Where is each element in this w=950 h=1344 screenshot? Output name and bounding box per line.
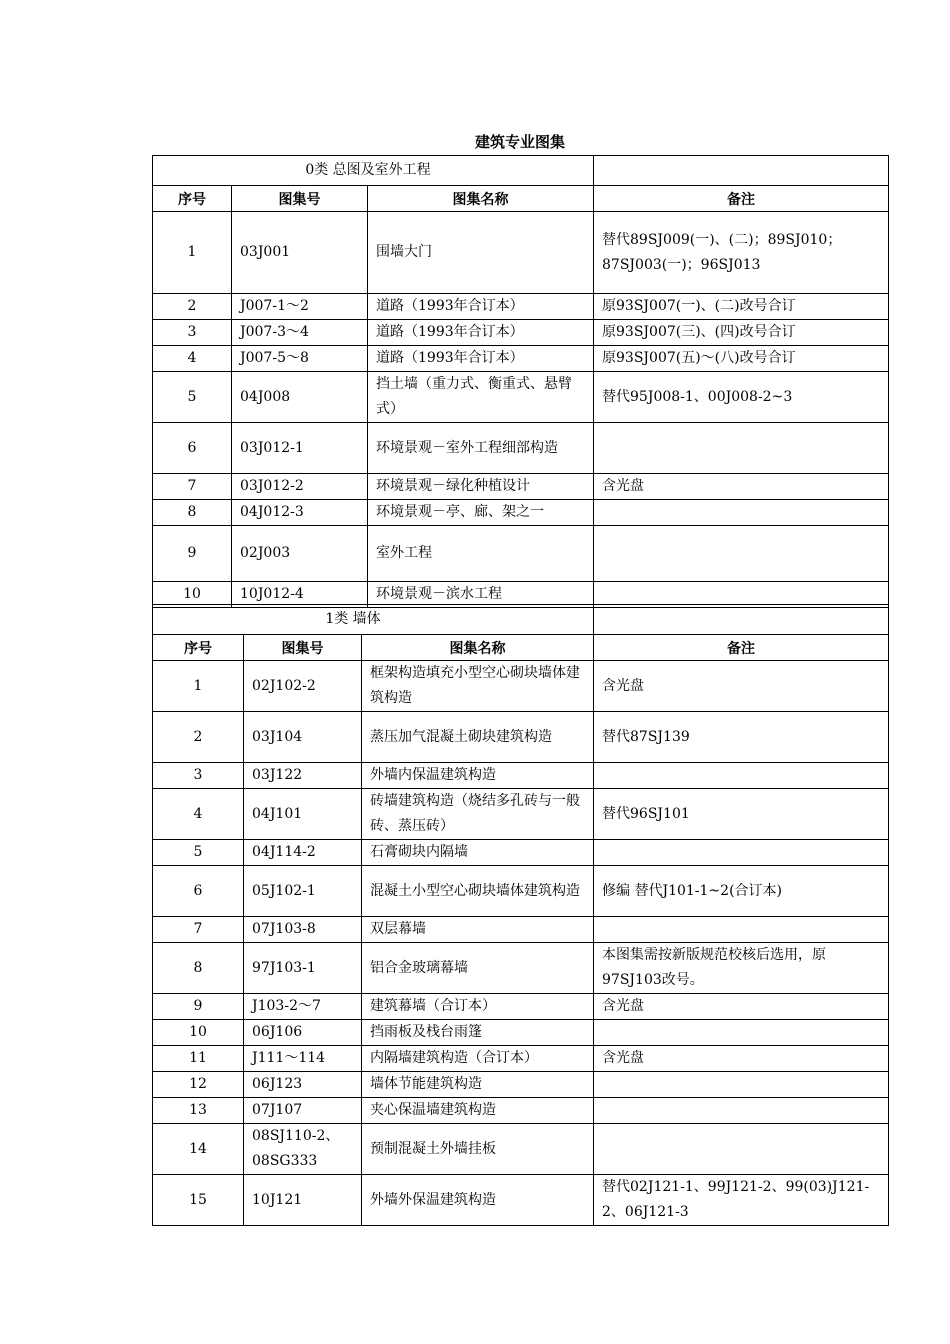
row-note	[594, 526, 889, 582]
row-code: 06J106	[244, 1020, 362, 1046]
row-code: J007-5～8	[232, 346, 368, 372]
table-row	[153, 500, 889, 526]
table-row	[153, 763, 889, 789]
table-row	[153, 661, 889, 712]
row-name: 双层幕墙	[362, 917, 594, 943]
row-no: 15	[153, 1175, 244, 1226]
row-code: 06J123	[244, 1072, 362, 1098]
row-no: 6	[153, 423, 232, 474]
row-name: 内隔墙建筑构造（合订本）	[362, 1046, 594, 1072]
row-no: 5	[153, 840, 244, 866]
section-0-empty-cell	[594, 156, 889, 186]
row-note: 替代95J008-1、00J008-2~3	[594, 372, 889, 423]
row-code: 04J114-2	[244, 840, 362, 866]
header-note: 备注	[594, 186, 889, 212]
row-code: 03J012-1	[232, 423, 368, 474]
row-note: 替代96SJ101	[594, 789, 889, 840]
section-1-table	[152, 604, 889, 1226]
row-code: 02J102-2	[244, 661, 362, 712]
row-note: 原93SJ007(一)、(二)改号合订	[594, 294, 889, 320]
row-name: 环境景观－亭、廊、架之一	[368, 500, 594, 526]
row-no: 2	[153, 294, 232, 320]
row-note: 含光盘	[594, 1046, 889, 1072]
table-row	[153, 346, 889, 372]
row-no: 3	[153, 320, 232, 346]
row-note: 本图集需按新版规范校核后选用，原97SJ103改号。	[594, 943, 889, 994]
row-note	[594, 423, 889, 474]
row-no: 4	[153, 346, 232, 372]
row-name: 环境景观－滨水工程	[368, 582, 594, 608]
page-title: 建筑专业图集	[474, 133, 565, 151]
row-code: J007-1～2	[232, 294, 368, 320]
row-note: 含光盘	[594, 661, 889, 712]
table-row	[153, 320, 889, 346]
row-code: 10J012-4	[232, 582, 368, 608]
row-no: 4	[153, 789, 244, 840]
row-no: 12	[153, 1072, 244, 1098]
row-no: 8	[153, 943, 244, 994]
section-1-empty-cell	[594, 605, 889, 635]
row-name: 室外工程	[368, 526, 594, 582]
row-name: 环境景观－室外工程细部构造	[368, 423, 594, 474]
table-row	[153, 1124, 889, 1175]
row-code: J007-3～4	[232, 320, 368, 346]
row-name: 预制混凝土外墙挂板	[362, 1124, 594, 1175]
row-note	[594, 1124, 889, 1175]
row-note: 原93SJ007(三)、(四)改号合订	[594, 320, 889, 346]
header-no: 序号	[153, 635, 244, 661]
header-no: 序号	[153, 186, 232, 212]
row-code: 97J103-1	[244, 943, 362, 994]
row-no: 7	[153, 917, 244, 943]
row-code: 05J102-1	[244, 866, 362, 917]
row-note: 原93SJ007(五)～(八)改号合订	[594, 346, 889, 372]
table-row	[153, 917, 889, 943]
section-1-label: 1类 墙体	[325, 611, 381, 627]
row-note	[594, 917, 889, 943]
header-code: 图集号	[232, 186, 368, 212]
table-row	[153, 372, 889, 423]
row-name: 外墙内保温建筑构造	[362, 763, 594, 789]
row-note: 替代89SJ009(一)、(二)；89SJ010；87SJ003(一)；96SJ013	[594, 212, 889, 294]
row-code: 10J121	[244, 1175, 362, 1226]
table-row	[153, 526, 889, 582]
row-name: 框架构造填充小型空心砌块墙体建筑构造	[362, 661, 594, 712]
header-note: 备注	[594, 635, 889, 661]
row-code: 04J101	[244, 789, 362, 840]
row-name: 铝合金玻璃幕墙	[362, 943, 594, 994]
table-row	[153, 1020, 889, 1046]
section-0-label: 0类 总图及室外工程	[305, 162, 431, 178]
row-no: 6	[153, 866, 244, 917]
row-code: 07J103-8	[244, 917, 362, 943]
table-row	[153, 1175, 889, 1226]
row-no: 8	[153, 500, 232, 526]
header-name: 图集名称	[368, 186, 594, 212]
row-note	[594, 1098, 889, 1124]
section-0-table	[152, 155, 889, 608]
row-no: 9	[153, 994, 244, 1020]
row-note: 替代87SJ139	[594, 712, 889, 763]
row-name: 外墙外保温建筑构造	[362, 1175, 594, 1226]
table-row	[153, 1072, 889, 1098]
row-no: 3	[153, 763, 244, 789]
row-no: 1	[153, 212, 232, 294]
row-name: 环境景观－绿化种植设计	[368, 474, 594, 500]
row-note: 含光盘	[594, 994, 889, 1020]
table-row	[153, 212, 889, 294]
row-note	[594, 1072, 889, 1098]
row-name: 挡雨板及栈台雨篷	[362, 1020, 594, 1046]
row-no: 10	[153, 1020, 244, 1046]
table-row	[153, 712, 889, 763]
row-name: 道路（1993年合订本）	[368, 346, 594, 372]
row-note	[594, 763, 889, 789]
table-row	[153, 474, 889, 500]
row-name: 夹心保温墙建筑构造	[362, 1098, 594, 1124]
row-no: 10	[153, 582, 232, 608]
row-note	[594, 1020, 889, 1046]
row-note	[594, 840, 889, 866]
row-name: 围墙大门	[368, 212, 594, 294]
table-row	[153, 294, 889, 320]
row-code: J103-2～7	[244, 994, 362, 1020]
table-row	[153, 1046, 889, 1072]
row-no: 9	[153, 526, 232, 582]
row-note: 替代02J121-1、99J121-2、99(03)J121-2、06J121-3	[594, 1175, 889, 1226]
row-code: 02J003	[232, 526, 368, 582]
row-code: 03J122	[244, 763, 362, 789]
header-code: 图集号	[244, 635, 362, 661]
row-no: 1	[153, 661, 244, 712]
row-code: 08SJ110-2、08SG333	[244, 1124, 362, 1175]
row-no: 5	[153, 372, 232, 423]
section-1-label-cell	[153, 605, 594, 635]
row-note	[594, 500, 889, 526]
row-note: 修编 替代J101-1~2(合订本)	[594, 866, 889, 917]
row-code: 04J008	[232, 372, 368, 423]
table-row	[153, 866, 889, 917]
table-row	[153, 994, 889, 1020]
row-no: 11	[153, 1046, 244, 1072]
row-no: 14	[153, 1124, 244, 1175]
header-name: 图集名称	[362, 635, 594, 661]
table-row	[153, 840, 889, 866]
table-row	[153, 943, 889, 994]
row-code: 03J012-2	[232, 474, 368, 500]
row-no: 2	[153, 712, 244, 763]
table-row	[153, 789, 889, 840]
row-name: 道路（1993年合订本）	[368, 320, 594, 346]
row-name: 石膏砌块内隔墙	[362, 840, 594, 866]
row-name: 道路（1993年合订本）	[368, 294, 594, 320]
row-name: 墙体节能建筑构造	[362, 1072, 594, 1098]
row-note: 含光盘	[594, 474, 889, 500]
row-name: 蒸压加气混凝土砌块建筑构造	[362, 712, 594, 763]
row-name: 建筑幕墙（合订本）	[362, 994, 594, 1020]
table-row	[153, 1098, 889, 1124]
row-code: 07J107	[244, 1098, 362, 1124]
row-name: 混凝土小型空心砌块墙体建筑构造	[362, 866, 594, 917]
row-no: 7	[153, 474, 232, 500]
row-name: 挡土墙（重力式、衡重式、悬臂式）	[368, 372, 594, 423]
table-row	[153, 423, 889, 474]
row-name: 砖墙建筑构造（烧结多孔砖与一般砖、蒸压砖）	[362, 789, 594, 840]
row-code: 03J104	[244, 712, 362, 763]
row-code: 03J001	[232, 212, 368, 294]
row-code: J111～114	[244, 1046, 362, 1072]
row-code: 04J012-3	[232, 500, 368, 526]
row-no: 13	[153, 1098, 244, 1124]
section-0-label-cell	[153, 156, 594, 186]
